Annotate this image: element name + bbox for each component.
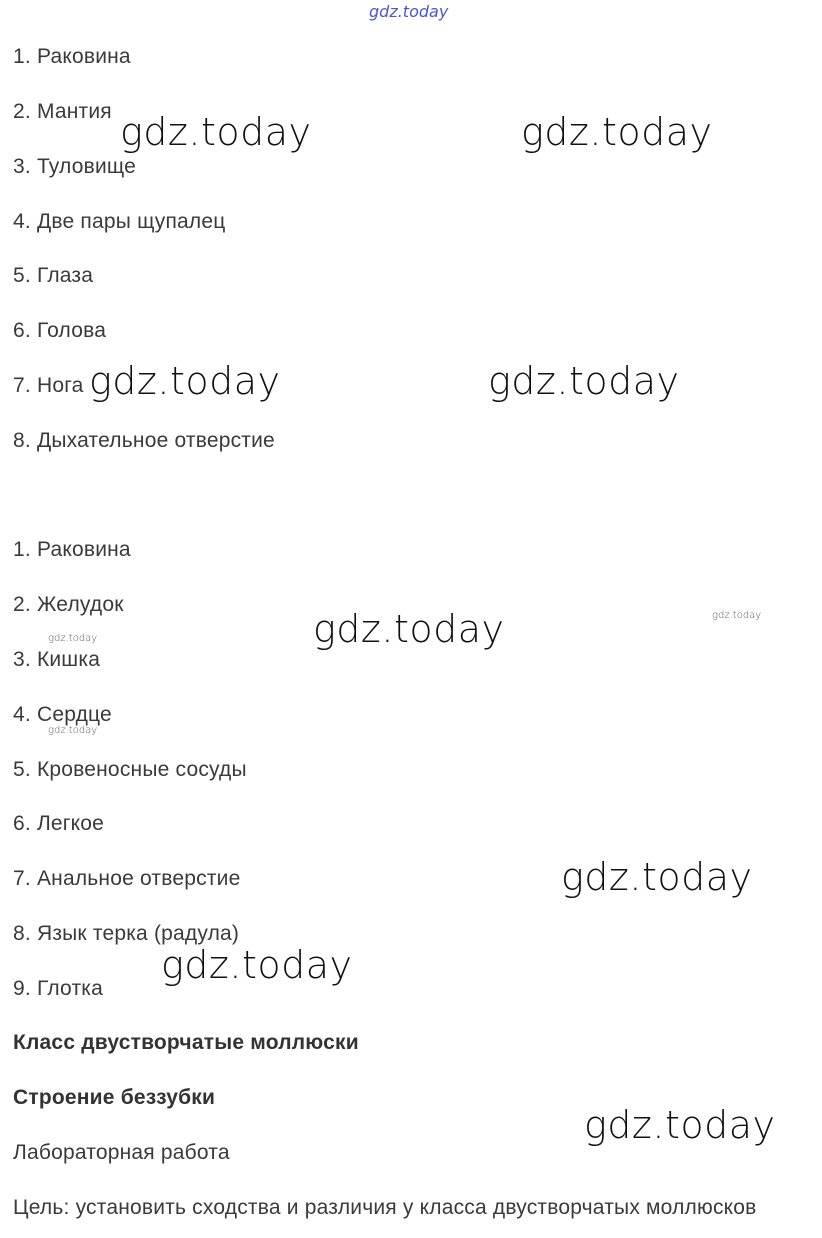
list-item: 2. Мантия (13, 100, 112, 123)
list-item: 3. Кишка (13, 648, 101, 671)
section-subheading: Строение беззубки (13, 1086, 216, 1109)
list-item: 1. Раковина (13, 538, 131, 561)
watermark-small: gdz.today (712, 610, 762, 621)
watermark-small: gdz.today (48, 633, 98, 644)
watermark: gdz.today (561, 855, 753, 899)
list-item: 4. Две пары щупалец (13, 210, 226, 233)
list-item: 7. Анальное отверстие (13, 867, 241, 890)
list-item: 4. Сердце (13, 703, 112, 726)
list-item: 2. Желудок (13, 593, 124, 616)
watermark: gdz.today (161, 943, 353, 987)
list-item: 8. Дыхательное отверстие (13, 429, 275, 452)
watermark: gdz.today (120, 110, 312, 154)
list-item: 5. Глаза (13, 264, 94, 287)
watermark: gdz.today (521, 110, 713, 154)
list-item: 1. Раковина (13, 45, 131, 68)
goal-text: Цель: установить сходства и различия у класса двустворчатых моллюсков (13, 1196, 757, 1219)
list-item: 7. Нога (13, 374, 84, 397)
list-item: 5. Кровеносные сосуды (13, 758, 247, 781)
watermark-top: gdz.today (369, 2, 449, 21)
list-item: 9. Глотка (13, 977, 103, 1000)
list-item: 6. Легкое (13, 812, 105, 835)
watermark: gdz.today (584, 1103, 776, 1147)
list-item: 3. Туловище (13, 155, 137, 178)
watermark: gdz.today (488, 359, 680, 403)
watermark-small: gdz.today (48, 725, 98, 736)
watermark: gdz.today (313, 607, 505, 651)
list-item: 8. Язык терка (радула) (13, 922, 240, 945)
work-title: Лабораторная работа (13, 1141, 230, 1164)
watermark: gdz.today (89, 359, 281, 403)
section-heading: Класс двустворчатые моллюски (13, 1031, 359, 1054)
list-item: 6. Голова (13, 319, 107, 342)
